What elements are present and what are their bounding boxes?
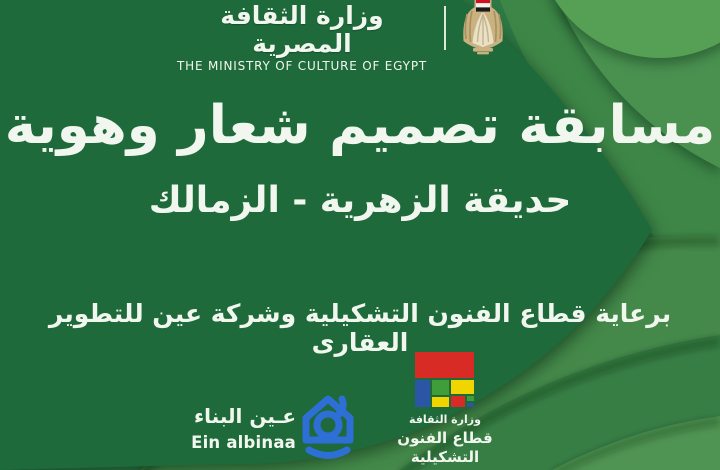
header-divider: [444, 6, 446, 50]
patronage-line: برعاية قطاع الفنون التشكيلية وشركة عين للتطوير العقارى: [48, 299, 672, 357]
fine-arts-sector-arabic: قطاع الفنون التشكيلية: [397, 429, 493, 466]
mondrian-tile: [467, 403, 474, 407]
egypt-eagle-emblem-icon: [454, 0, 512, 56]
ministry-logo: [168, 2, 436, 73]
mondrian-tile: [451, 396, 465, 407]
fine-arts-sector-squares-logo: [415, 352, 474, 408]
poster-subtitle: حديقة الزهرية - الزمالك: [148, 180, 572, 221]
ein-albinaa-name-english: Ein albinaa: [191, 433, 296, 452]
ministry-logo-arabic: وزارة الثقافة المصرية: [220, 1, 384, 58]
fine-arts-ministry-arabic: وزارة الثقافة: [409, 413, 481, 426]
ministry-logo-english: THE MINISTRY OF CULTURE OF EGYPT: [177, 59, 427, 73]
ein-albinaa-name-arabic: عـين البناء: [193, 404, 296, 428]
mondrian-tile: [415, 352, 474, 378]
fine-arts-sector-logo-text: [374, 413, 516, 467]
mondrian-tile: [432, 397, 449, 407]
ein-albinaa-house-icon: [296, 388, 360, 464]
mondrian-tile: [467, 396, 474, 401]
poster-title: مسابقة تصميم شعار وهوية: [4, 95, 716, 156]
mondrian-tile: [415, 380, 430, 407]
ein-albinaa-logo-text: [186, 404, 296, 452]
mondrian-tile: [432, 380, 449, 395]
mondrian-tile: [451, 380, 474, 394]
